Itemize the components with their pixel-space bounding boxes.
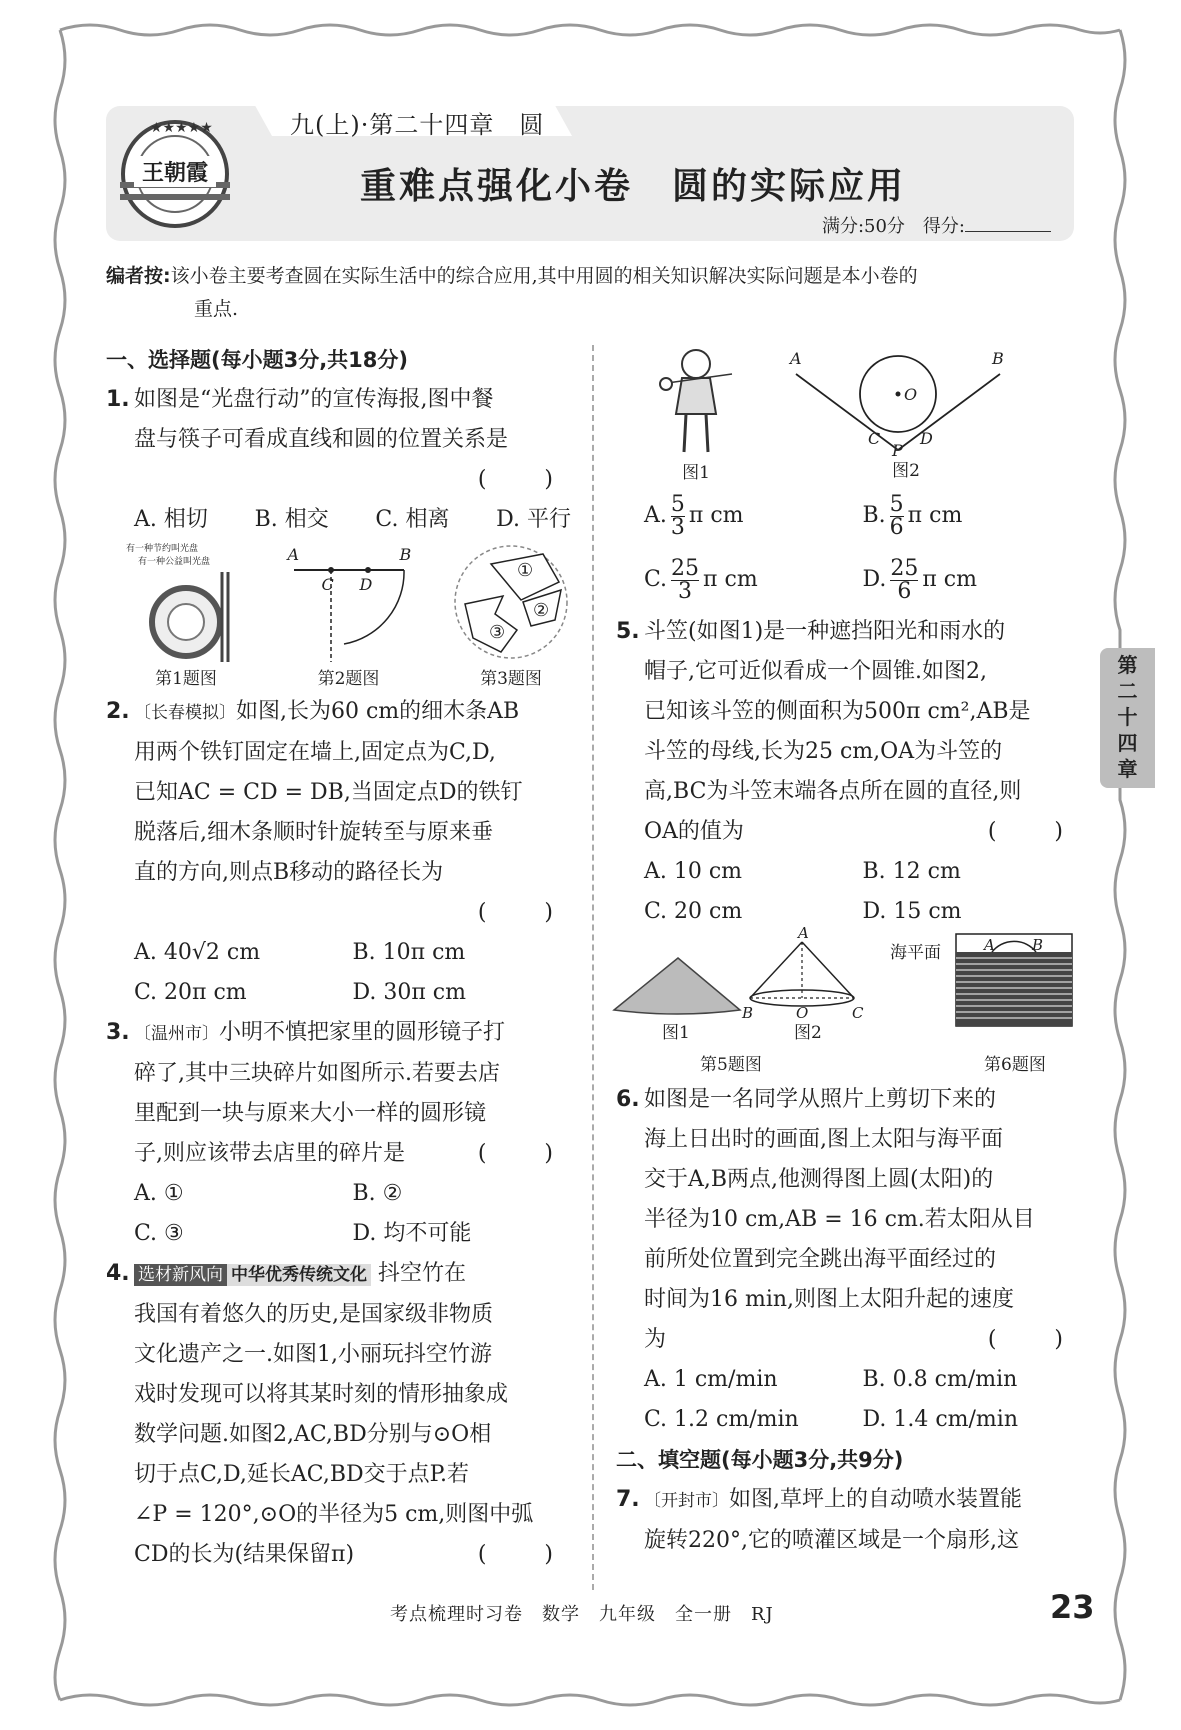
option-b[interactable] — [863, 484, 1082, 548]
figure-caption: 第1题图 — [155, 669, 217, 689]
question-number: 1. — [106, 387, 130, 412]
figure-caption: 图1 — [682, 463, 710, 483]
side-tab-char: 四 — [1117, 731, 1138, 755]
diabolo-girl-image — [656, 344, 736, 456]
question-text: 如图是“光盘行动”的宣传海报,图中餐 — [134, 387, 494, 412]
point-label-C: C — [321, 575, 334, 594]
figure-caption: 第3题图 — [480, 669, 542, 689]
option-a[interactable]: A. ① — [134, 1181, 184, 1206]
q2-options — [106, 933, 571, 1013]
option-c[interactable]: C. 20 cm — [644, 899, 743, 924]
score-line — [822, 212, 1051, 238]
sea-level-label: 海平面 — [890, 943, 941, 963]
option-letter: D. — [862, 567, 887, 592]
side-tab-char: 十 — [1117, 705, 1138, 729]
figures-q5-q6 — [616, 924, 1081, 1080]
score-label: 满分:50分 得分: — [821, 216, 965, 237]
plate-chopsticks-image — [126, 544, 246, 662]
question-text: 已知该斗笠的侧面积为500π cm²,AB是 — [644, 699, 1031, 724]
option-b[interactable]: B. 0.8 cm/min — [862, 1367, 1018, 1392]
question-source: 〔开封市〕 — [644, 1491, 729, 1511]
option-a[interactable]: A. 40√2 cm — [134, 940, 261, 965]
chapter-breadcrumb: 九(上)·第二十四章 圆 — [290, 111, 545, 139]
numerator: 5 — [889, 491, 904, 517]
option-a[interactable]: A. 相切 — [134, 507, 208, 532]
editor-note — [106, 260, 1081, 326]
point-label-D: D — [359, 575, 373, 594]
question-text: ∠P = 120°,⊙O的半径为5 cm,则图中弧 — [134, 1502, 534, 1527]
fraction — [889, 491, 904, 540]
sunrise-diagram — [954, 932, 1074, 1028]
question-7 — [616, 1480, 1081, 1561]
tag-traditional-culture: 中华优秀传统文化 — [227, 1264, 371, 1286]
option-d[interactable]: D. 15 cm — [862, 899, 962, 924]
option-unit: π cm — [688, 503, 744, 528]
question-text: 已知AC = CD = DB,当固定点D的铁钉 — [134, 780, 523, 805]
point-label-A: A — [798, 924, 809, 942]
question-text: 数学问题.如图2,AC,BD分别与⊙O相 — [134, 1422, 492, 1447]
question-text: 切于点C,D,延长AC,BD交于点P.若 — [134, 1462, 469, 1487]
question-number: 2. — [106, 699, 130, 724]
question-text: 帽子,它可近似看成一个圆锥.如图2, — [644, 659, 987, 684]
figure-caption: 图2 — [794, 1023, 822, 1043]
option-a[interactable] — [644, 484, 863, 548]
question-text: 斗笠(如图1)是一种遮挡阳光和雨水的 — [644, 619, 1006, 644]
svg-text:★★★★★: ★★★★★ — [150, 120, 213, 136]
broken-mirror-diagram — [451, 544, 571, 662]
option-unit: π cm — [907, 503, 963, 528]
denominator: 3 — [670, 514, 685, 540]
point-label-C: C — [868, 429, 881, 448]
q4-options — [616, 484, 1081, 612]
editor-note-label: 编者按: — [106, 265, 171, 287]
option-c[interactable]: C. 1.2 cm/min — [644, 1407, 799, 1432]
point-label-B: B — [992, 349, 1004, 368]
option-b[interactable]: B. 12 cm — [862, 859, 961, 884]
option-d[interactable]: D. 1.4 cm/min — [862, 1407, 1018, 1432]
question-text: 高,BC为斗笠末端各点所在圆的直径,则 — [644, 779, 1022, 804]
option-c[interactable]: C. 相离 — [375, 507, 450, 532]
question-text: 时间为16 min,则图上太阳升起的速度 — [644, 1287, 1015, 1312]
point-label-B: B — [742, 1004, 754, 1022]
right-column — [616, 340, 1081, 1561]
piece-3-label: ③ — [489, 622, 506, 643]
option-b[interactable]: B. 10π cm — [352, 940, 466, 965]
option-a[interactable]: A. 1 cm/min — [644, 1367, 778, 1392]
editor-note-line2: 重点. — [194, 298, 239, 320]
footer-text: 考点梳理时习卷 数学 九年级 全一册 RJ — [390, 1604, 774, 1625]
question-text: 文化遗产之一.如图1,小丽玩抖空竹游 — [134, 1342, 492, 1367]
answer-bracket[interactable]: ( ) — [477, 467, 571, 492]
chapter-side-tab — [1100, 648, 1155, 788]
question-source: 〔长春模拟〕 — [134, 703, 236, 723]
option-b[interactable]: B. ② — [352, 1181, 403, 1206]
denominator: 6 — [889, 514, 904, 540]
q5-options — [616, 852, 1081, 932]
question-text: 碎了,其中三块碎片如图所示.若要去店 — [134, 1061, 500, 1086]
question-text: 前所处位置到完全跳出海平面经过的 — [644, 1247, 997, 1272]
figure-tangent — [786, 344, 1046, 484]
point-label-B: B — [1032, 936, 1044, 954]
question-text: 盘与筷子可看成直线和圆的位置关系是 — [134, 427, 509, 452]
option-d[interactable]: D. 30π cm — [352, 980, 466, 1005]
left-column — [106, 340, 571, 1575]
score-blank[interactable] — [965, 231, 1051, 232]
poster-text-2: 有一种公益叫光盘 — [138, 557, 211, 567]
point-label-A: A — [287, 545, 300, 564]
question-text: 戏时发现可以将其某时刻的情形抽象成 — [134, 1382, 509, 1407]
question-text: 旋转220°,它的喷灌区域是一个扇形,这 — [644, 1528, 1019, 1553]
answer-bracket[interactable]: ( ) — [477, 900, 571, 925]
question-text: 用两个铁钉固定在墙上,固定点为C,D, — [134, 740, 496, 765]
q6-options — [616, 1360, 1081, 1440]
figure-caption: 第6题图 — [984, 1055, 1046, 1075]
option-letter: C. — [644, 567, 668, 592]
figure-caption: 第2题图 — [317, 669, 380, 689]
question-text: 斗笠的母线,长为25 cm,OA为斗笠的 — [644, 739, 1003, 764]
question-text: 为 — [644, 1327, 667, 1352]
point-label-D: D — [920, 429, 933, 448]
point-label-A: A — [790, 349, 802, 368]
figure-q2 — [284, 544, 414, 690]
option-d[interactable]: D. 均不可能 — [352, 1221, 472, 1246]
figure-caption: 第5题图 — [700, 1055, 762, 1075]
point-label-P: P — [892, 441, 903, 460]
question-text: 抖空竹在 — [378, 1261, 467, 1286]
question-text: 交于A,B两点,他测得图上圆(太阳)的 — [644, 1167, 994, 1192]
question-text: 里配到一块与原来大小一样的圆形镜 — [134, 1101, 487, 1126]
question-text: 如图,长为60 cm的细木条AB — [236, 699, 520, 724]
figures-q4 — [616, 344, 1081, 484]
q3-options — [106, 1174, 571, 1254]
piece-1-label: ① — [517, 560, 534, 581]
fraction — [670, 491, 685, 540]
option-a[interactable]: A. 10 cm — [644, 859, 743, 884]
question-text: 海上日出时的画面,图上太阳与海平面 — [644, 1127, 1003, 1152]
option-c[interactable] — [644, 548, 863, 612]
answer-bracket[interactable]: ( ) — [477, 1141, 571, 1166]
answer-bracket[interactable]: ( ) — [987, 1327, 1081, 1352]
option-unit: π cm — [703, 567, 758, 592]
question-text: 脱落后,细木条顺时针旋转至与原来垂 — [134, 820, 493, 845]
point-label-O: O — [904, 385, 918, 404]
logo-text: 王朝霞 — [134, 156, 216, 187]
question-text: 直的方向,则点B移动的路径长为 — [134, 860, 444, 885]
question-number: 3. — [106, 1020, 130, 1045]
option-d[interactable] — [863, 548, 1082, 612]
question-number: 4. — [106, 1261, 130, 1286]
question-3 — [106, 1013, 571, 1174]
answer-bracket[interactable]: ( ) — [477, 1542, 571, 1567]
poster-text-1: 有一种节约叫光盘 — [126, 544, 199, 554]
numerator: 25 — [671, 555, 700, 581]
logo — [110, 112, 240, 232]
point-label-O: O — [796, 1004, 809, 1022]
question-2 — [106, 692, 571, 933]
answer-bracket[interactable]: ( ) — [987, 819, 1081, 844]
question-4 — [106, 1254, 571, 1575]
question-text: 子,则应该带去店里的碎片是 — [134, 1141, 405, 1166]
figure-q1 — [126, 544, 246, 690]
denominator: 3 — [678, 578, 693, 604]
option-c[interactable]: C. 20π cm — [134, 980, 247, 1005]
section-choice-title: 一、选择题(每小题3分,共18分) — [106, 348, 409, 372]
question-text: 如图是一名同学从照片上剪切下来的 — [644, 1087, 997, 1112]
bamboo-hat-image — [612, 950, 742, 1016]
question-text: 我国有着悠久的历史,是国家级非物质 — [134, 1302, 493, 1327]
side-tab-char: 第 — [1117, 653, 1138, 677]
point-label-A: A — [984, 936, 995, 954]
option-letter: A. — [644, 503, 667, 528]
point-label-B: B — [399, 545, 412, 564]
figures-1-3 — [106, 544, 571, 690]
question-1 — [106, 380, 571, 500]
question-text: 如图,草坪上的自动喷水装置能 — [729, 1487, 1022, 1512]
stick-rotation-diagram — [284, 544, 414, 662]
fraction — [890, 555, 919, 604]
column-divider — [592, 345, 594, 1590]
figure-diabolo — [636, 344, 756, 484]
section-fill-title: 二、填空题(每小题3分,共9分) — [616, 1448, 904, 1472]
denominator: 6 — [897, 578, 912, 604]
side-tab-char: 二 — [1117, 679, 1138, 703]
numerator: 5 — [670, 491, 685, 517]
editor-note-line1: 该小卷主要考查圆在实际生活中的综合应用,其中用圆的相关知识解决实际问题是本小卷的 — [170, 265, 918, 287]
question-text: CD的长为(结果保留π) — [134, 1542, 355, 1567]
tag-new-trend: 选材新风向 — [134, 1264, 227, 1286]
figure-caption: 图2 — [892, 461, 920, 481]
fraction — [671, 555, 700, 604]
numerator: 25 — [890, 555, 919, 581]
question-number: 6. — [616, 1087, 640, 1112]
option-d[interactable]: D. 平行 — [496, 507, 571, 532]
question-number: 7. — [616, 1487, 640, 1512]
side-tab-char: 章 — [1117, 757, 1138, 781]
option-letter: B. — [862, 503, 886, 528]
question-5 — [616, 612, 1081, 852]
page-title: 重难点强化小卷 圆的实际应用 — [360, 166, 907, 207]
question-text: 小明不慎把家里的圆形镜子打 — [219, 1020, 506, 1045]
question-source: 〔温州市〕 — [134, 1024, 219, 1044]
page-number: 23 — [1050, 1588, 1095, 1626]
option-c[interactable]: C. ③ — [134, 1221, 184, 1246]
figure-caption: 图1 — [662, 1023, 690, 1043]
question-text: OA的值为 — [644, 819, 744, 844]
question-text: 半径为10 cm,AB = 16 cm.若太阳从目 — [644, 1207, 1035, 1232]
option-b[interactable]: B. 相交 — [254, 507, 329, 532]
q1-options — [106, 500, 571, 540]
piece-2-label: ② — [533, 600, 550, 621]
point-label-C: C — [852, 1004, 864, 1022]
question-number: 5. — [616, 619, 640, 644]
option-unit: π cm — [922, 567, 977, 592]
figure-q3 — [451, 544, 571, 690]
question-6 — [616, 1080, 1081, 1360]
